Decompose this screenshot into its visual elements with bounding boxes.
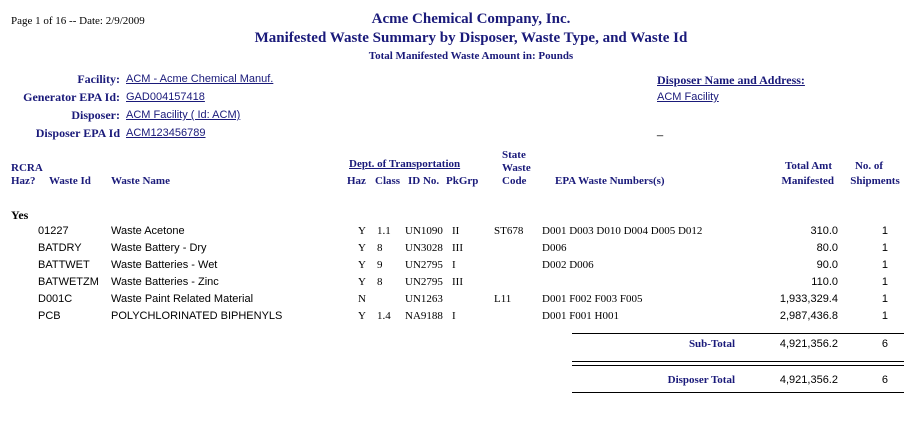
dot-class-header: Class <box>375 175 401 187</box>
epa-numbers: D006 <box>542 242 567 254</box>
shipments: 1 <box>881 242 888 254</box>
dot-class: 1.4 <box>377 310 391 322</box>
total-rule-bottom <box>572 392 904 393</box>
dot-pkgrp: II <box>452 225 460 237</box>
subtotal-amount: 4,921,356.2 <box>779 338 838 350</box>
dot-header: Dept. of Transportation <box>349 158 461 170</box>
waste-name: Waste Acetone <box>111 225 185 237</box>
disposer-total-label: Disposer Total <box>667 374 735 386</box>
waste-id: 01227 <box>38 225 69 237</box>
dot-class: 8 <box>377 242 383 254</box>
total-header-1: Total Amt <box>785 160 832 172</box>
dot-haz: Y <box>358 276 366 288</box>
waste-name: POLYCHLORINATED BIPHENYLS <box>111 310 283 322</box>
disposer-address-extra: _ <box>657 125 664 137</box>
dot-class: 8 <box>377 276 383 288</box>
facility-value: ACM - Acme Chemical Manuf. <box>126 73 274 85</box>
page-info: Page 1 of 16 -- Date: 2/9/2009 <box>11 15 145 27</box>
subtotal-rule <box>572 333 904 334</box>
waste-name: Waste Batteries - Zinc <box>111 276 219 288</box>
shipments: 1 <box>881 293 888 305</box>
total-amount: 90.0 <box>816 259 838 271</box>
dot-class: 9 <box>377 259 383 271</box>
total-rule-top-2 <box>572 365 904 366</box>
state-header-2: Waste <box>502 162 531 174</box>
epa-numbers: D001 F002 F003 F005 <box>542 293 643 305</box>
waste-name: Waste Paint Related Material <box>111 293 254 305</box>
shipments-header-1: No. of <box>854 160 884 172</box>
total-amount: 80.0 <box>816 242 838 254</box>
disposer-total-shipments: 6 <box>881 374 888 386</box>
total-amount: 2,987,436.8 <box>779 310 838 322</box>
dot-pkgrp: III <box>452 276 463 288</box>
dot-haz: Y <box>358 310 366 322</box>
subtotal-label: Sub-Total <box>688 338 735 350</box>
dot-haz: Y <box>358 225 366 237</box>
state-code: ST678 <box>494 225 524 237</box>
dot-pkgrp: I <box>452 310 456 322</box>
disposer-address-value: ACM Facility <box>657 91 719 103</box>
waste-name: Waste Battery - Dry <box>111 242 207 254</box>
dot-idno: UN1090 <box>405 225 443 237</box>
disposer-label: Disposer: <box>71 108 120 122</box>
total-amount: 310.0 <box>810 225 838 237</box>
waste-id: BATDRY <box>38 242 82 254</box>
report-title: Manifested Waste Summary by Disposer, Waste Type, and Waste Id <box>254 30 688 46</box>
shipments: 1 <box>881 276 888 288</box>
total-amount: 110.0 <box>811 276 838 288</box>
shipments: 1 <box>881 310 888 322</box>
dot-haz: Y <box>358 242 366 254</box>
epa-numbers: D001 D003 D010 D004 D005 D012 <box>542 225 703 237</box>
waste-name: Waste Batteries - Wet <box>111 259 218 271</box>
disposer-address-label: Disposer Name and Address: <box>657 73 805 87</box>
epa-numbers: D002 D006 <box>542 259 594 271</box>
waste-name-header: Waste Name <box>111 175 170 187</box>
dot-pkgrp-header: PkGrp <box>446 175 479 187</box>
shipments: 1 <box>881 259 888 271</box>
report-subtitle: Total Manifested Waste Amount in: Pounds <box>368 50 574 62</box>
total-rule-top-1 <box>572 361 904 362</box>
state-header-3: Code <box>502 175 527 187</box>
shipments: 1 <box>881 225 888 237</box>
dot-idno-header: ID No. <box>408 175 440 187</box>
subtotal-shipments: 6 <box>881 338 888 350</box>
haz-header: Haz? <box>11 175 36 187</box>
shipments-header-2: Shipments <box>850 175 900 187</box>
generator-value: GAD004157418 <box>126 91 205 103</box>
dot-pkgrp: III <box>452 242 463 254</box>
dot-idno: UN3028 <box>405 242 443 254</box>
disposer-value: ACM Facility ( Id: ACM) <box>126 109 241 121</box>
generator-label: Generator EPA Id: <box>23 90 120 104</box>
total-amount: 1,933,329.4 <box>779 293 838 305</box>
disposer-total-amount: 4,921,356.2 <box>779 374 838 386</box>
dot-idno: UN2795 <box>405 259 443 271</box>
waste-id: PCB <box>38 310 61 322</box>
dot-class: 1.1 <box>377 225 391 237</box>
epa-header: EPA Waste Numbers(s) <box>555 175 665 187</box>
company-name: Acme Chemical Company, Inc. <box>371 11 571 27</box>
dot-haz-header: Haz <box>347 175 366 187</box>
facility-label: Facility: <box>77 72 120 86</box>
waste-id: BATTWET <box>38 259 90 271</box>
waste-id-header: Waste Id <box>49 175 91 187</box>
dot-haz: N <box>358 293 366 305</box>
dot-idno: NA9188 <box>405 310 443 322</box>
waste-id: BATWETZM <box>38 276 99 288</box>
dot-haz: Y <box>358 259 366 271</box>
waste-id: D001C <box>38 293 73 305</box>
disposer-epa-label: Disposer EPA Id <box>35 126 120 140</box>
state-header-1: State <box>502 149 526 161</box>
total-header-2: Manifested <box>781 175 834 187</box>
epa-numbers: D001 F001 H001 <box>542 310 620 322</box>
dot-idno: UN1263 <box>405 293 443 305</box>
state-code: L11 <box>494 293 512 305</box>
disposer-epa-value: ACM123456789 <box>126 127 206 139</box>
dot-pkgrp: I <box>452 259 456 271</box>
rcra-header: RCRA <box>11 162 43 174</box>
dot-idno: UN2795 <box>405 276 443 288</box>
group-label: Yes <box>11 208 29 222</box>
